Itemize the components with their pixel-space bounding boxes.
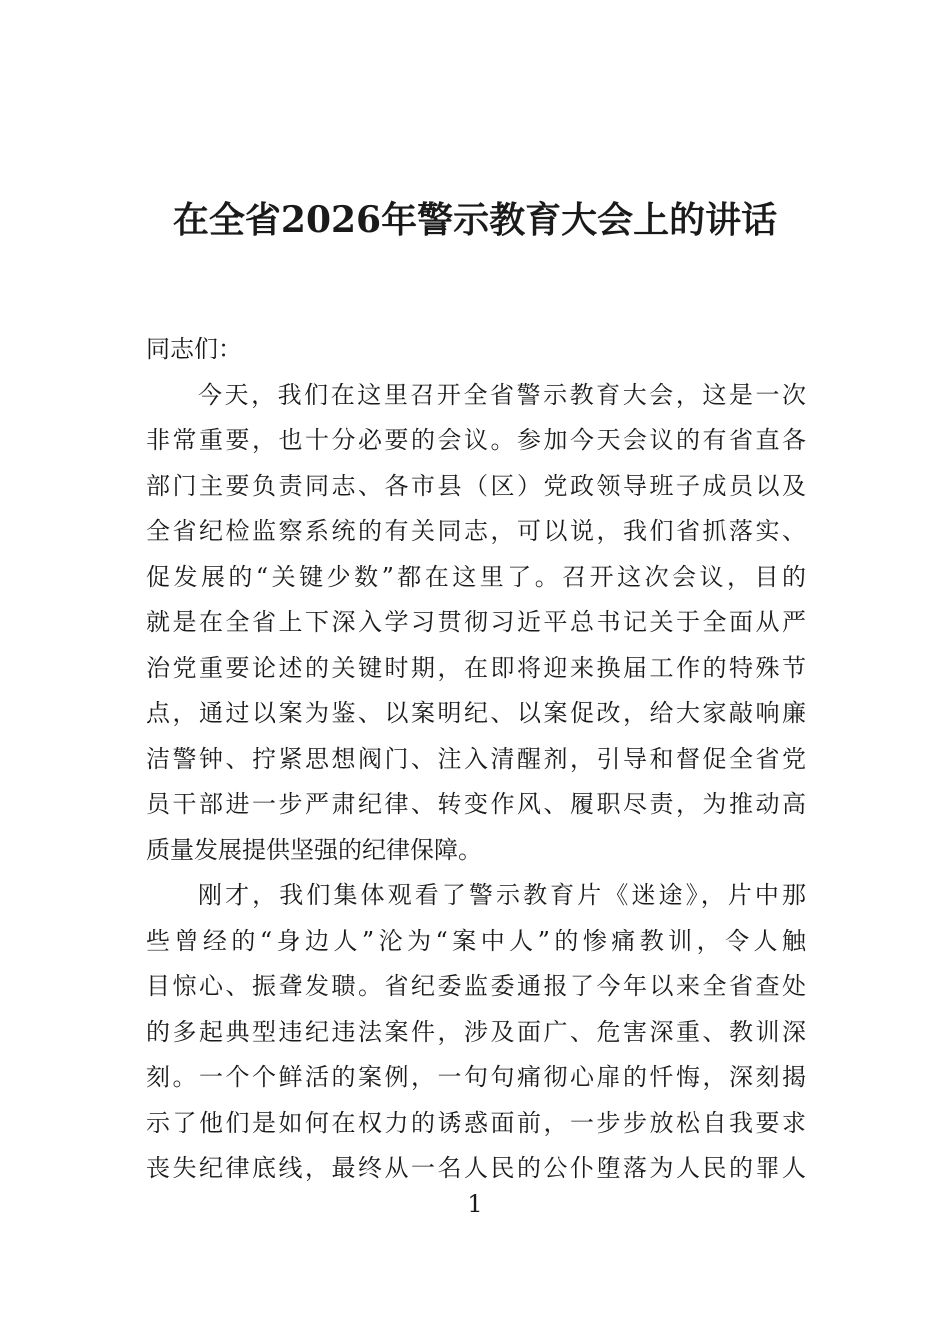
paragraph-line: 点，通过以案为鉴、以案明纪、以案促改，给大家敲响廉 bbox=[146, 699, 806, 727]
paragraph-line: 刻。一个个鲜活的案例，一句句痛彻心扉的忏悔，深刻揭 bbox=[146, 1063, 806, 1091]
paragraph-line: 全省纪检监察系统的有关同志，可以说，我们省抓落实、 bbox=[146, 517, 806, 545]
salutation: 同志们： bbox=[146, 335, 242, 363]
paragraph-line: 非常重要，也十分必要的会议。参加今天会议的有省直各 bbox=[146, 426, 806, 454]
paragraph-line: 治党重要论述的关键时期，在即将迎来换届工作的特殊节 bbox=[146, 653, 806, 682]
page-number: 1 bbox=[467, 1190, 483, 1218]
paragraph-line: 促发展的“关键少数”都在这里了。召开这次会议，目的 bbox=[146, 562, 806, 591]
paragraph-line: 部门主要负责同志、各市县（区）党政领导班子成员以及 bbox=[146, 471, 806, 500]
paragraph-line: 员干部进一步严肃纪律、转变作风、履职尽责，为推动高 bbox=[146, 790, 806, 818]
paragraph-line: 质量发展提供坚强的纪律保障。 bbox=[146, 835, 482, 864]
paragraph-line: 的多起典型违纪违法案件，涉及面广、危害深重、教训深 bbox=[146, 1017, 806, 1046]
document-title: 在全省2026年警示教育大会上的讲话 bbox=[172, 199, 778, 241]
paragraph-1 bbox=[146, 373, 806, 874]
paragraph-line: 洁警钟、拧紧思想阀门、注入清醒剂，引导和督促全省党 bbox=[146, 744, 806, 773]
paragraph-line: 就是在全省上下深入学习贯彻习近平总书记关于全面从严 bbox=[146, 608, 806, 636]
paragraph-line: 刚才，我们集体观看了警示教育片《迷途》，片中那 bbox=[198, 881, 806, 909]
paragraph-line: 示了他们是如何在权力的诱惑面前，一步步放松自我要求 bbox=[146, 1108, 806, 1137]
paragraph-line: 目惊心、振聋发聩。省纪委监委通报了今年以来全省查处 bbox=[146, 972, 806, 1000]
paragraph-line: 今天，我们在这里召开全省警示教育大会，这是一次 bbox=[198, 380, 806, 409]
paragraph-line: 丧失纪律底线，最终从一名人民的公仆堕落为人民的罪人 bbox=[146, 1154, 806, 1182]
document-body bbox=[146, 327, 806, 1192]
paragraph-2 bbox=[146, 873, 806, 1192]
paragraph-line: 些曾经的“身边人”沦为“案中人”的惨痛教训，令人触 bbox=[146, 926, 806, 955]
